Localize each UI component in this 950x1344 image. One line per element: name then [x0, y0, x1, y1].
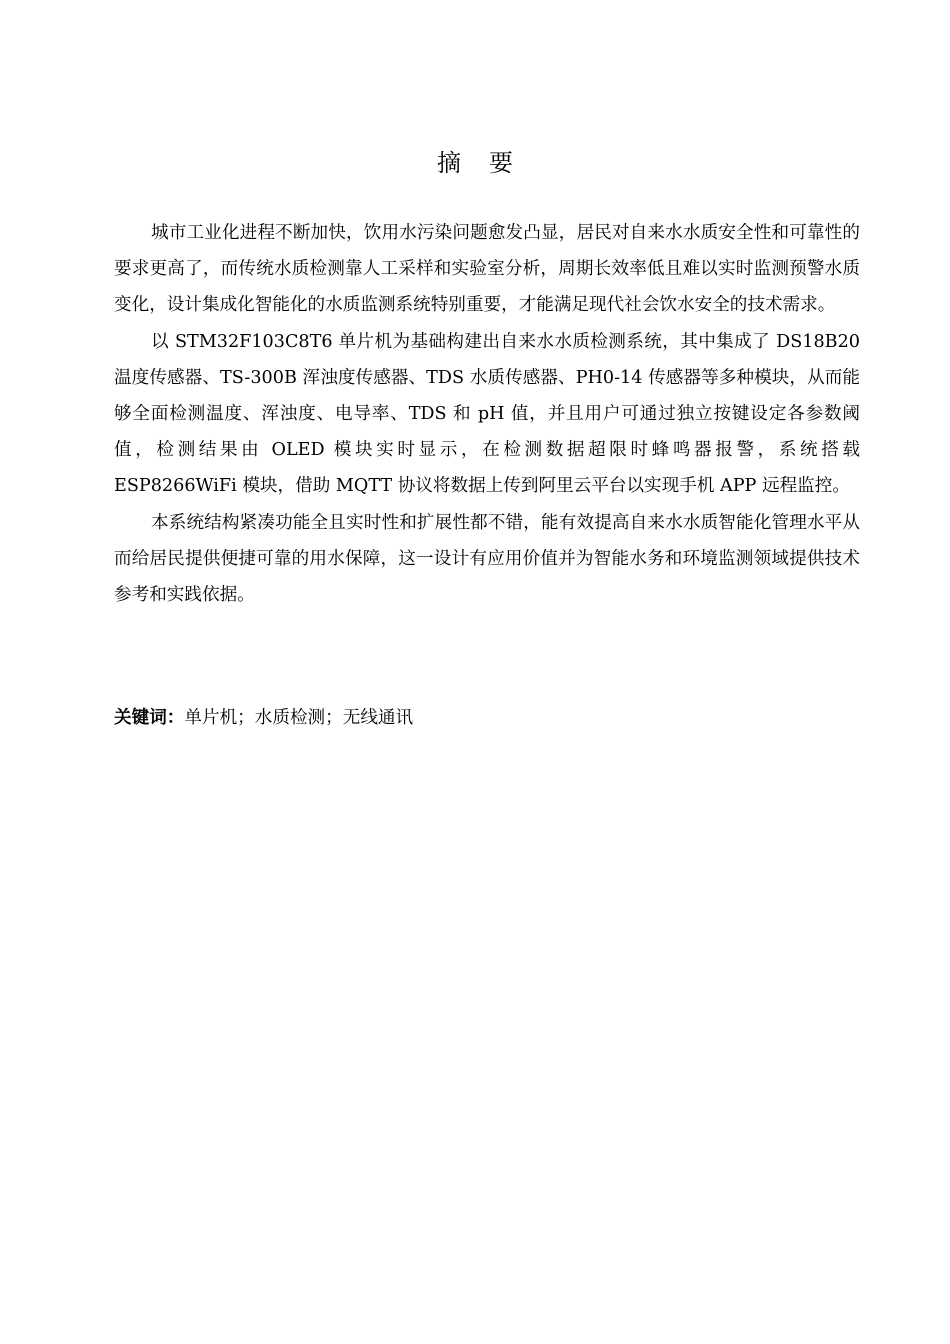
- keywords-label: 关键词：: [114, 708, 185, 728]
- abstract-body: [114, 215, 860, 613]
- abstract-title: 摘要: [437, 149, 541, 177]
- keywords-text: 单片机；水质检测；无线通讯: [184, 708, 414, 728]
- abstract-paragraph-1: 城市工业化进程不断加快，饮用水污染问题愈发凸显，居民对自来水水质安全性和可靠性的要求更高了，而传统水质检测靠人工采样和实验室分析，周期长效率低且难以实时监测预警水质变化，设计集成化智能化的水质监测系统特别重要，才能满足现代社会饮水安全的技术需求。: [114, 223, 860, 316]
- keywords-line: [114, 700, 860, 736]
- abstract-paragraph-2: 以 STM32F103C8T6 单片机为基础构建出自来水水质检测系统，其中集成了 DS18B20 温度传感器、TS-300B 浑浊度传感器、TDS 水质传感器、PH0-14 传感器等多种模块，从而能够全面检测温度、浑浊度、电导率、TDS 和 pH 值，并且用户可通过独立按键设定各参数阈值，检测结果由 OLED 模块实时显示，在检测数据超限时蜂鸣器报警，系统搭载 ESP8266WiFi 模块，借助 MQTT 协议将数据上传到阿里云平台以实现手机 APP 远程监控。: [114, 331, 860, 497]
- abstract-paragraph-3: 本系统结构紧凑功能全且实时性和扩展性都不错，能有效提高自来水水质智能化管理水平从而给居民提供便捷可靠的用水保障，这一设计有应用价值并为智能水务和环境监测领域提供技术参考和实践依据。: [114, 512, 860, 606]
